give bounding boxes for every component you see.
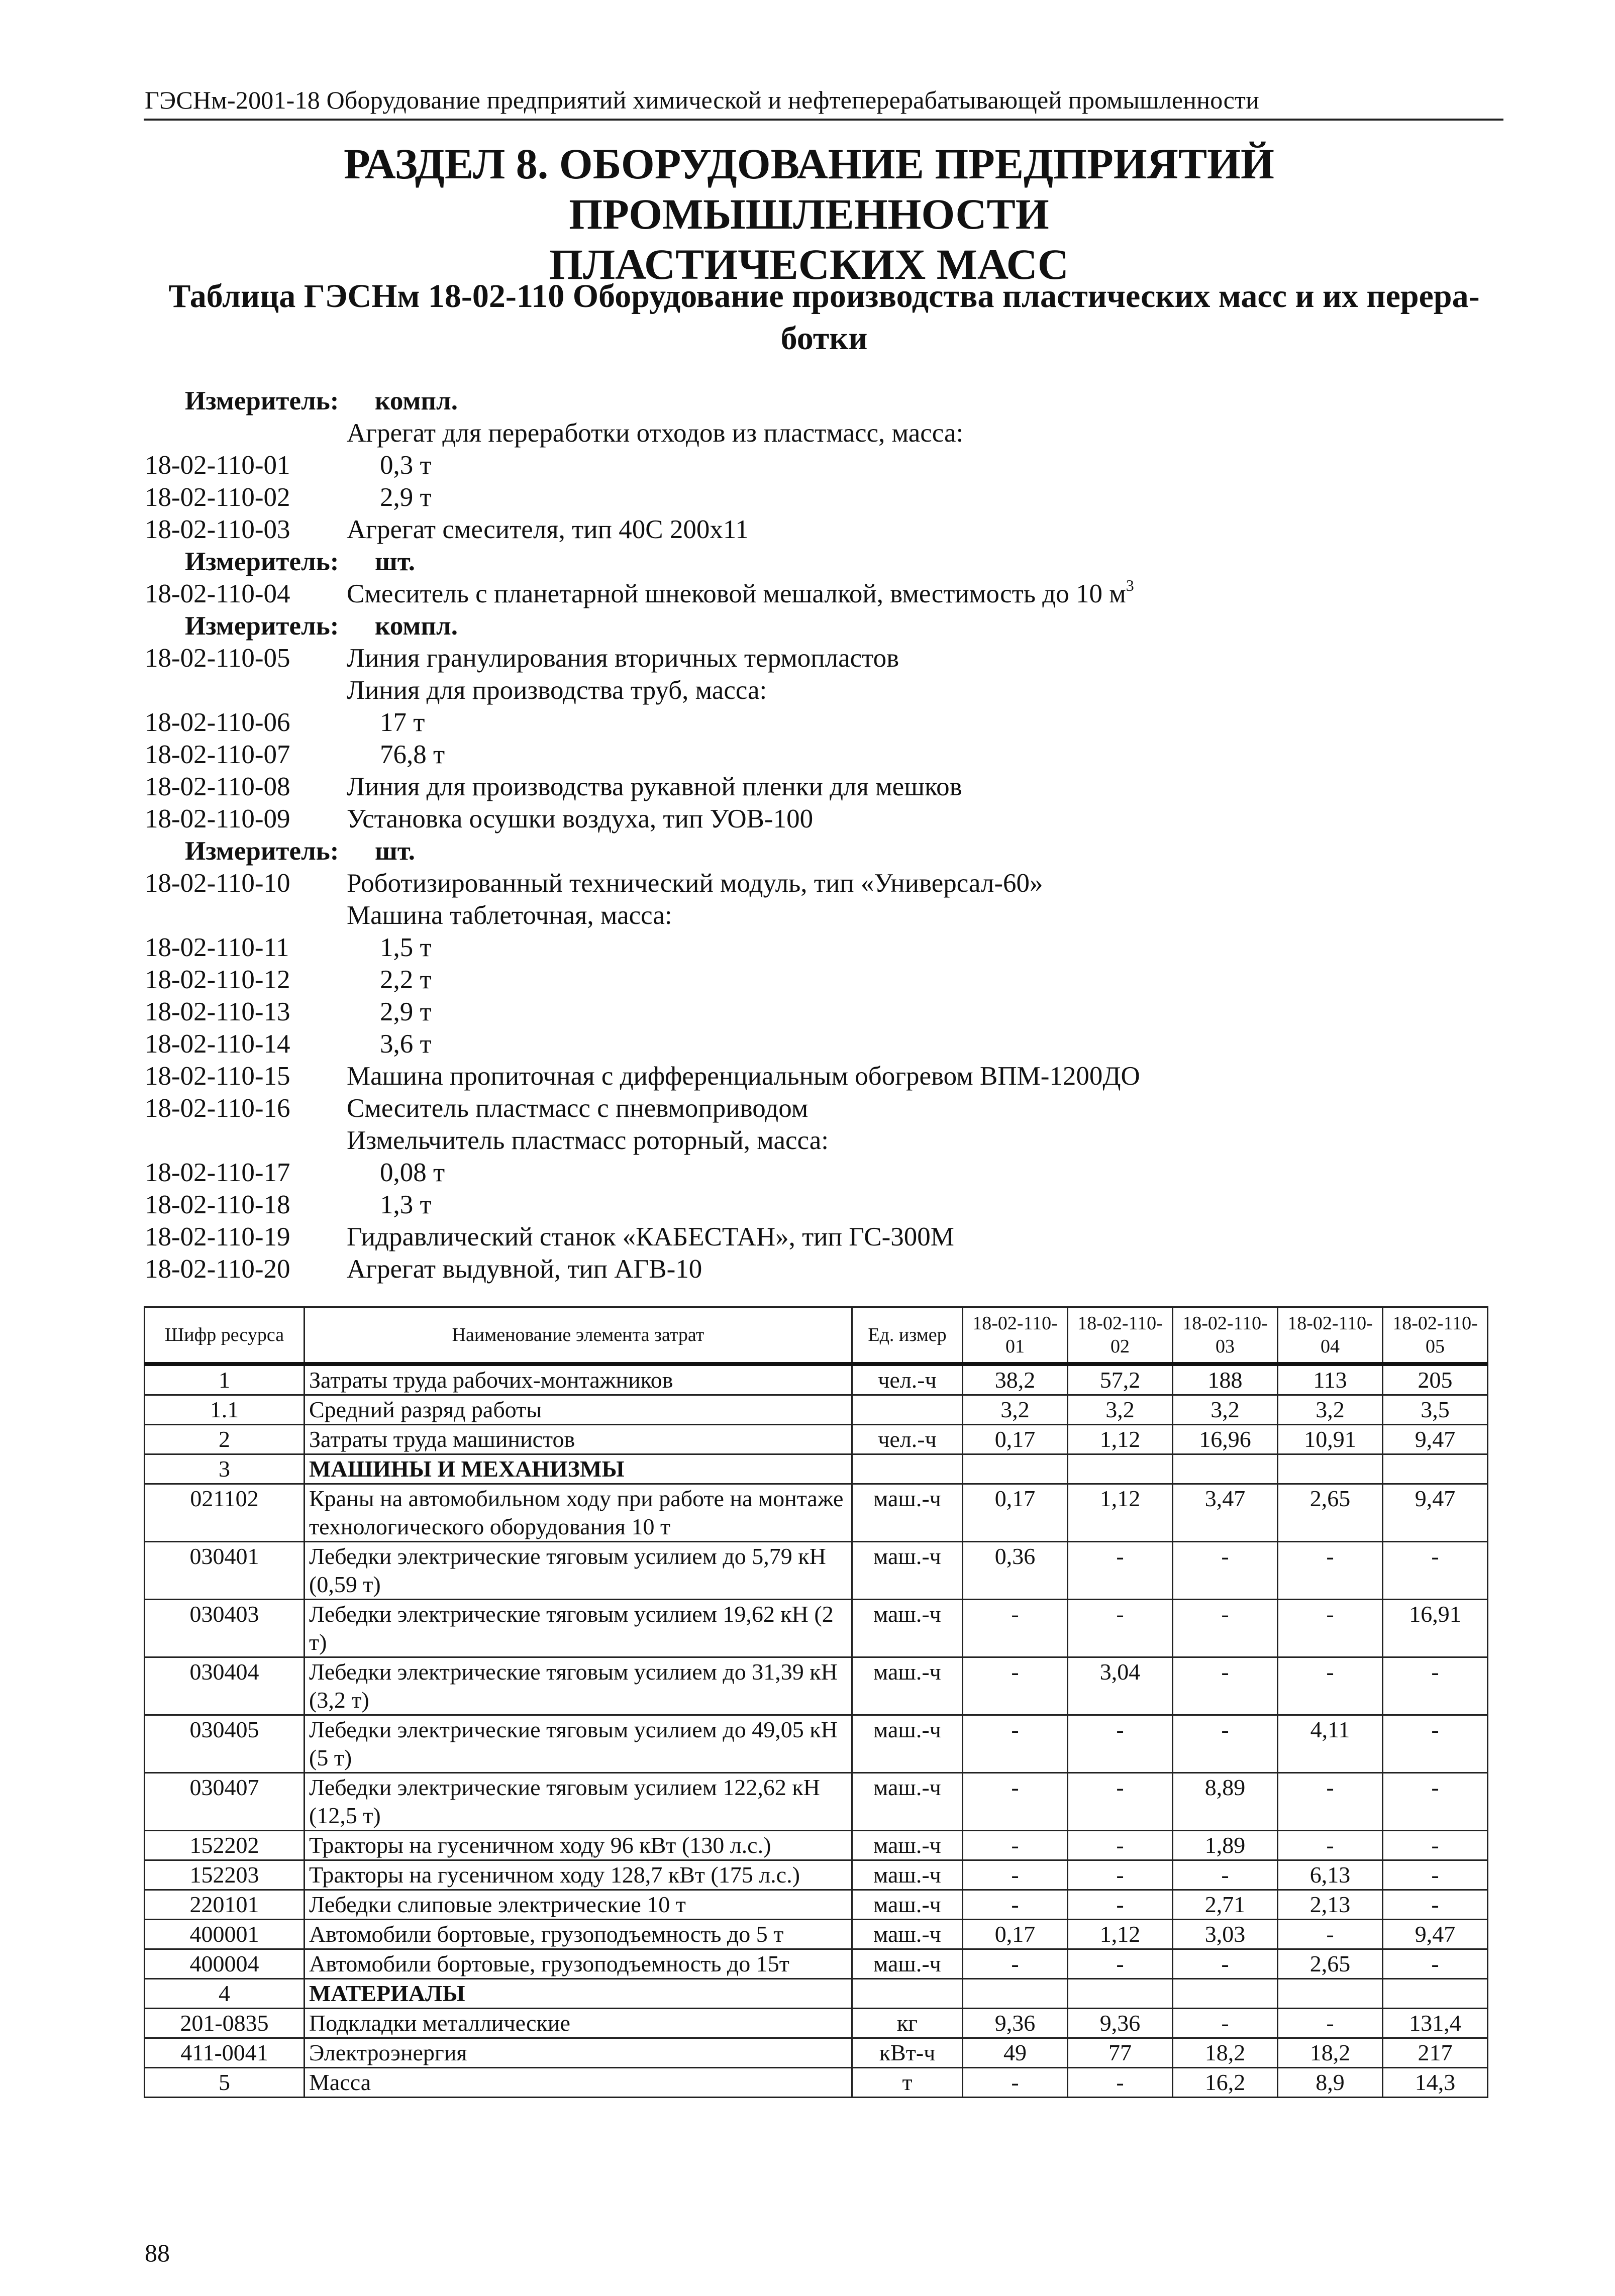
cell-value-04: - xyxy=(1278,1831,1383,1860)
cell-value-04: 18,2 xyxy=(1278,2038,1383,2068)
cell-unit: маш.-ч xyxy=(852,1715,963,1773)
cell-value-04: - xyxy=(1278,1773,1383,1831)
item-description xyxy=(380,996,432,1028)
cell-value-02: 1,12 xyxy=(1068,1484,1173,1542)
table-header-row xyxy=(145,1307,1488,1365)
table-row xyxy=(145,1773,1488,1831)
cell-unit: маш.-ч xyxy=(852,1890,963,1920)
cell-value-05: 217 xyxy=(1383,2038,1488,2068)
cell-value-02: - xyxy=(1068,1860,1173,1890)
cell-value-03: 16,2 xyxy=(1173,2068,1278,2098)
item-description-text: 0,08 т xyxy=(380,1158,445,1187)
item-description-text: 3,6 т xyxy=(380,1029,432,1059)
item-description-text: 2,9 т xyxy=(380,997,432,1026)
cell-value-01: 0,36 xyxy=(963,1542,1068,1600)
meter-label: Измеритель: xyxy=(185,547,339,576)
cell-resource-code: 5 xyxy=(145,2068,305,2098)
cell-unit: маш.-ч xyxy=(852,1773,963,1831)
table-row xyxy=(145,1657,1488,1715)
cell-value-02: - xyxy=(1068,1831,1173,1860)
cell-value-01 xyxy=(963,1979,1068,2009)
cell-value-02: 57,2 xyxy=(1068,1364,1173,1395)
item-code: 18-02-110-19 xyxy=(145,1222,290,1251)
item-list xyxy=(145,385,1501,1285)
item-description-text: Агрегат выдувной, тип АГВ-10 xyxy=(347,1255,702,1284)
table-row xyxy=(145,1395,1488,1425)
cell-unit: маш.-ч xyxy=(852,1484,963,1542)
page-number: 88 xyxy=(145,2239,170,2267)
cell-unit: маш.-ч xyxy=(852,1600,963,1657)
table-title-line-2: ботки xyxy=(780,320,868,357)
cell-value-04: - xyxy=(1278,1920,1383,1949)
item-description xyxy=(380,1028,432,1060)
item-code: 18-02-110-18 xyxy=(145,1190,290,1219)
item-description-text: Агрегат смесителя, тип 40С 200х11 xyxy=(347,515,749,544)
list-item xyxy=(145,1092,1501,1124)
cell-value-01: - xyxy=(963,1890,1068,1920)
cell-value-03 xyxy=(1173,1979,1278,2009)
cell-resource-code: 030407 xyxy=(145,1773,305,1831)
item-description-text: 2,9 т xyxy=(380,483,432,512)
item-code: 18-02-110-09 xyxy=(145,804,290,833)
cell-value-03: - xyxy=(1173,1715,1278,1773)
item-description xyxy=(380,1157,445,1189)
list-item xyxy=(145,1157,1501,1189)
cell-cost-element: Автомобили бортовые, грузоподъемность до 15т xyxy=(305,1949,852,1979)
item-description-text: Линия для производства рукавной пленки для мешков xyxy=(347,772,962,801)
cell-cost-element: Затраты труда рабочих-монтажников xyxy=(305,1364,852,1395)
cell-cost-element: Лебедки электрические тяговым усилием 19,62 кН (2 т) xyxy=(305,1600,852,1657)
cell-value-02: - xyxy=(1068,2068,1173,2098)
cell-value-05 xyxy=(1383,1979,1488,2009)
item-description-text: 1,3 т xyxy=(380,1190,432,1219)
section-title-line-1: РАЗДЕЛ 8. ОБОРУДОВАНИЕ ПРЕДПРИЯТИЙ ПРОМЫШЛЕННОСТИ xyxy=(344,140,1274,238)
list-item xyxy=(145,899,1501,931)
item-description-text: 1,5 т xyxy=(380,933,432,962)
cell-value-01: 3,2 xyxy=(963,1395,1068,1425)
header-rule xyxy=(144,119,1503,121)
cell-value-05: - xyxy=(1383,1860,1488,1890)
item-description-text: Роботизированный технический модуль, тип «Универсал-60» xyxy=(347,869,1043,898)
cell-value-03: - xyxy=(1173,1949,1278,1979)
list-item xyxy=(145,803,1501,835)
cell-cost-element: Автомобили бортовые, грузоподъемность до 5 т xyxy=(305,1920,852,1949)
cell-value-01: - xyxy=(963,1715,1068,1773)
list-item xyxy=(145,578,1501,610)
cell-value-05: - xyxy=(1383,1831,1488,1860)
cell-value-01: 38,2 xyxy=(963,1364,1068,1395)
cell-value-03: - xyxy=(1173,1600,1278,1657)
item-description xyxy=(347,899,672,931)
cell-unit xyxy=(852,1979,963,2009)
meter-row xyxy=(145,610,1501,642)
list-item xyxy=(145,1253,1501,1285)
item-description xyxy=(380,449,432,481)
item-code: 18-02-110-20 xyxy=(145,1255,290,1284)
cell-resource-code: 400004 xyxy=(145,1949,305,1979)
header-resource-code: Шифр ресурса xyxy=(145,1307,305,1365)
meter-unit: шт. xyxy=(375,837,416,866)
section-title-line-2: ПЛАСТИЧЕСКИХ МАСС xyxy=(549,240,1069,288)
cell-value-05: - xyxy=(1383,1542,1488,1600)
cell-value-03: 3,03 xyxy=(1173,1920,1278,1949)
cell-value-01: 0,17 xyxy=(963,1425,1068,1454)
cell-value-01: - xyxy=(963,1831,1068,1860)
list-item xyxy=(145,1028,1501,1060)
item-code: 18-02-110-11 xyxy=(145,933,289,962)
cell-cost-element: Тракторы на гусеничном ходу 96 кВт (130 л.с.) xyxy=(305,1831,852,1860)
cell-cost-element: МАТЕРИАЛЫ xyxy=(305,1979,852,2009)
cell-value-01 xyxy=(963,1454,1068,1484)
meter-row xyxy=(145,835,1501,867)
running-header: ГЭСНм-2001-18 Оборудование предприятий химической и нефтеперерабатывающей промышленности xyxy=(145,86,1260,114)
item-description xyxy=(347,417,963,449)
list-item xyxy=(145,931,1501,964)
table-title xyxy=(141,275,1507,360)
cell-unit xyxy=(852,1395,963,1425)
item-description-text: Гидравлический станок «КАБЕСТАН», тип ГС-300М xyxy=(347,1222,954,1251)
cell-value-01: - xyxy=(963,1860,1068,1890)
item-description xyxy=(347,1253,702,1285)
item-description-text: Машина таблеточная, масса: xyxy=(347,901,672,930)
item-description-text: Измельчитель пластмасс роторный, масса: xyxy=(347,1126,829,1155)
item-description-text: 0,3 т xyxy=(380,451,432,480)
cell-unit: чел.-ч xyxy=(852,1364,963,1395)
table-row xyxy=(145,1715,1488,1773)
cell-value-03: - xyxy=(1173,2009,1278,2038)
list-item xyxy=(145,771,1501,803)
cell-cost-element: Средний разряд работы xyxy=(305,1395,852,1425)
cell-value-02: 9,36 xyxy=(1068,2009,1173,2038)
cell-resource-code: 4 xyxy=(145,1979,305,2009)
list-item xyxy=(145,1189,1501,1221)
cell-value-05: 9,47 xyxy=(1383,1920,1488,1949)
cell-cost-element: Лебедки слиповые электрические 10 т xyxy=(305,1890,852,1920)
header-norm-03: 18-02-110-03 xyxy=(1173,1307,1278,1365)
cell-value-03: 188 xyxy=(1173,1364,1278,1395)
table-row xyxy=(145,1979,1488,2009)
item-description xyxy=(380,706,425,739)
cell-value-05: - xyxy=(1383,1715,1488,1773)
table-row xyxy=(145,1860,1488,1890)
item-code: 18-02-110-15 xyxy=(145,1062,290,1091)
cell-cost-element: Затраты труда машинистов xyxy=(305,1425,852,1454)
item-description xyxy=(380,1189,432,1221)
table-row xyxy=(145,1600,1488,1657)
meter-label: Измеритель: xyxy=(185,386,339,415)
item-description xyxy=(347,642,899,674)
list-item xyxy=(145,417,1501,449)
cell-value-02: 77 xyxy=(1068,2038,1173,2068)
item-description xyxy=(380,739,445,771)
cell-resource-code: 030405 xyxy=(145,1715,305,1773)
table-row xyxy=(145,1484,1488,1542)
cell-cost-element: Краны на автомобильном ходу при работе на монтаже технологического оборудования 10 т xyxy=(305,1484,852,1542)
cell-value-01: 49 xyxy=(963,2038,1068,2068)
cell-value-02: - xyxy=(1068,1773,1173,1831)
cell-value-05 xyxy=(1383,1454,1488,1484)
meter-unit: компл. xyxy=(375,611,458,641)
cell-cost-element: Лебедки электрические тяговым усилием до 49,05 кН (5 т) xyxy=(305,1715,852,1773)
cell-cost-element: Лебедки электрические тяговым усилием до 31,39 кН (3,2 т) xyxy=(305,1657,852,1715)
cell-cost-element: Тракторы на гусеничном ходу 128,7 кВт (175 л.с.) xyxy=(305,1860,852,1890)
cell-value-05: - xyxy=(1383,1657,1488,1715)
item-code: 18-02-110-01 xyxy=(145,451,290,480)
item-description xyxy=(380,964,432,996)
cell-value-04: 2,13 xyxy=(1278,1890,1383,1920)
cell-cost-element: Масса xyxy=(305,2068,852,2098)
item-superscript: 3 xyxy=(1126,576,1134,595)
cell-resource-code: 021102 xyxy=(145,1484,305,1542)
cell-resource-code: 1 xyxy=(145,1364,305,1395)
cell-value-04: - xyxy=(1278,2009,1383,2038)
list-item xyxy=(145,481,1501,513)
cell-value-05: 9,47 xyxy=(1383,1425,1488,1454)
cell-value-05: - xyxy=(1383,1773,1488,1831)
cell-value-02: - xyxy=(1068,1715,1173,1773)
item-description-text: Машина пропиточная с дифференциальным обогревом ВПМ-1200ДО xyxy=(347,1062,1140,1091)
cell-resource-code: 220101 xyxy=(145,1890,305,1920)
item-code: 18-02-110-04 xyxy=(145,579,290,608)
header-norm-02: 18-02-110-02 xyxy=(1068,1307,1173,1365)
cell-value-03: 16,96 xyxy=(1173,1425,1278,1454)
cell-value-03: - xyxy=(1173,1860,1278,1890)
cell-cost-element: Подкладки металлические xyxy=(305,2009,852,2038)
cell-resource-code: 3 xyxy=(145,1454,305,1484)
cell-unit: маш.-ч xyxy=(852,1657,963,1715)
table-row xyxy=(145,1364,1488,1395)
cell-value-03: - xyxy=(1173,1657,1278,1715)
list-item xyxy=(145,739,1501,771)
cell-unit: маш.-ч xyxy=(852,1542,963,1600)
cell-value-04: 10,91 xyxy=(1278,1425,1383,1454)
table-body xyxy=(145,1364,1488,2098)
list-item xyxy=(145,674,1501,706)
meter-row xyxy=(145,546,1501,578)
item-code: 18-02-110-08 xyxy=(145,772,290,801)
item-description xyxy=(347,1092,808,1124)
cell-value-05: 16,91 xyxy=(1383,1600,1488,1657)
list-item xyxy=(145,867,1501,899)
cell-value-04 xyxy=(1278,1979,1383,2009)
item-description xyxy=(347,803,813,835)
meter-label: Измеритель: xyxy=(185,837,339,866)
cell-unit: кг xyxy=(852,2009,963,2038)
item-code: 18-02-110-16 xyxy=(145,1094,290,1123)
item-code: 18-02-110-02 xyxy=(145,483,290,512)
cell-cost-element: Лебедки электрические тяговым усилием до 5,79 кН (0,59 т) xyxy=(305,1542,852,1600)
cell-value-05: 14,3 xyxy=(1383,2068,1488,2098)
cell-value-03: 1,89 xyxy=(1173,1831,1278,1860)
table-row xyxy=(145,1454,1488,1484)
meter-label: Измеритель: xyxy=(185,611,339,641)
list-item xyxy=(145,513,1501,546)
cell-unit: маш.-ч xyxy=(852,1920,963,1949)
cell-value-02: - xyxy=(1068,1542,1173,1600)
item-description xyxy=(347,578,1134,610)
item-description xyxy=(347,1124,829,1157)
cell-value-03: 2,71 xyxy=(1173,1890,1278,1920)
cell-value-02 xyxy=(1068,1454,1173,1484)
cell-value-01: 9,36 xyxy=(963,2009,1068,2038)
table-row xyxy=(145,2009,1488,2038)
cell-resource-code: 030401 xyxy=(145,1542,305,1600)
item-description-text: 17 т xyxy=(380,708,425,737)
cell-value-05: - xyxy=(1383,1890,1488,1920)
cell-value-01: 0,17 xyxy=(963,1484,1068,1542)
cell-value-04: 2,65 xyxy=(1278,1484,1383,1542)
cell-value-01: - xyxy=(963,1657,1068,1715)
cell-value-04: 4,11 xyxy=(1278,1715,1383,1773)
cell-value-03: 18,2 xyxy=(1173,2038,1278,2068)
item-description-text: Смеситель пластмасс с пневмоприводом xyxy=(347,1094,809,1123)
item-description-text: Смеситель с планетарной шнековой мешалкой, вместимость до 10 м xyxy=(347,579,1126,608)
list-item xyxy=(145,1124,1501,1157)
table-row xyxy=(145,2038,1488,2068)
header-norm-01: 18-02-110-01 xyxy=(963,1307,1068,1365)
cell-value-03: 3,47 xyxy=(1173,1484,1278,1542)
table-row xyxy=(145,2068,1488,2098)
table-row xyxy=(145,1890,1488,1920)
item-description-text: Агрегат для переработки отходов из пластмасс, масса: xyxy=(347,419,964,448)
meter-unit: компл. xyxy=(375,386,458,415)
cell-value-04 xyxy=(1278,1454,1383,1484)
item-description xyxy=(380,481,432,513)
cell-resource-code: 400001 xyxy=(145,1920,305,1949)
cell-value-03: 3,2 xyxy=(1173,1395,1278,1425)
list-item xyxy=(145,964,1501,996)
cell-value-01: 0,17 xyxy=(963,1920,1068,1949)
item-code: 18-02-110-05 xyxy=(145,644,290,673)
table-row xyxy=(145,1949,1488,1979)
cell-resource-code: 030404 xyxy=(145,1657,305,1715)
table-row xyxy=(145,1542,1488,1600)
cell-cost-element: МАШИНЫ И МЕХАНИЗМЫ xyxy=(305,1454,852,1484)
table-row xyxy=(145,1425,1488,1454)
cell-unit xyxy=(852,1454,963,1484)
cell-value-04: - xyxy=(1278,1600,1383,1657)
cell-resource-code: 2 xyxy=(145,1425,305,1454)
item-description xyxy=(347,674,767,706)
item-code: 18-02-110-03 xyxy=(145,515,290,544)
table-row xyxy=(145,1920,1488,1949)
cell-resource-code: 411-0041 xyxy=(145,2038,305,2068)
cell-value-04: - xyxy=(1278,1542,1383,1600)
cell-value-05: 9,47 xyxy=(1383,1484,1488,1542)
cell-resource-code: 1.1 xyxy=(145,1395,305,1425)
cell-value-01: - xyxy=(963,1600,1068,1657)
list-item xyxy=(145,449,1501,481)
cell-cost-element: Электроэнергия xyxy=(305,2038,852,2068)
cell-value-02: 1,12 xyxy=(1068,1425,1173,1454)
cell-value-03 xyxy=(1173,1454,1278,1484)
table-title-line-1: Таблица ГЭСНм 18-02-110 Оборудование производства пластических масс и их перера- xyxy=(168,278,1480,315)
cell-unit: т xyxy=(852,2068,963,2098)
cell-value-02: 3,04 xyxy=(1068,1657,1173,1715)
cell-value-05: 3,5 xyxy=(1383,1395,1488,1425)
item-code: 18-02-110-14 xyxy=(145,1029,290,1059)
cell-value-02 xyxy=(1068,1979,1173,2009)
item-description xyxy=(347,513,749,546)
item-code: 18-02-110-13 xyxy=(145,997,290,1026)
cell-value-02: 1,12 xyxy=(1068,1920,1173,1949)
cell-value-02: 3,2 xyxy=(1068,1395,1173,1425)
section-title xyxy=(111,139,1507,289)
item-description-text: 76,8 т xyxy=(380,740,445,769)
cell-value-04: - xyxy=(1278,1657,1383,1715)
item-description xyxy=(347,1221,954,1253)
cell-resource-code: 152203 xyxy=(145,1860,305,1890)
item-description-text: Линия для производства труб, масса: xyxy=(347,676,767,705)
meter-row xyxy=(145,385,1501,417)
header-norm-05: 18-02-110-05 xyxy=(1383,1307,1488,1365)
resource-table xyxy=(144,1306,1488,2098)
header-cost-element: Наименование элемента затрат xyxy=(305,1307,852,1365)
item-description xyxy=(347,771,962,803)
item-description xyxy=(347,1060,1140,1092)
meter-unit: шт. xyxy=(375,547,416,576)
item-description xyxy=(347,867,1043,899)
list-item xyxy=(145,1060,1501,1092)
list-item xyxy=(145,1221,1501,1253)
cell-value-04: 2,65 xyxy=(1278,1949,1383,1979)
cell-value-05: - xyxy=(1383,1949,1488,1979)
cell-value-03: - xyxy=(1173,1542,1278,1600)
table-row xyxy=(145,1831,1488,1860)
cell-value-01: - xyxy=(963,1773,1068,1831)
cell-value-02: - xyxy=(1068,1890,1173,1920)
item-code: 18-02-110-12 xyxy=(145,965,290,994)
item-code: 18-02-110-07 xyxy=(145,740,290,769)
cell-value-03: 8,89 xyxy=(1173,1773,1278,1831)
cell-unit: маш.-ч xyxy=(852,1949,963,1979)
cell-unit: чел.-ч xyxy=(852,1425,963,1454)
cell-value-05: 131,4 xyxy=(1383,2009,1488,2038)
cell-value-01: - xyxy=(963,2068,1068,2098)
item-description-text: Установка осушки воздуха, тип УОВ-100 xyxy=(347,804,814,833)
cell-resource-code: 201-0835 xyxy=(145,2009,305,2038)
cell-unit: кВт-ч xyxy=(852,2038,963,2068)
header-unit: Ед. измер xyxy=(852,1307,963,1365)
cell-value-04: 113 xyxy=(1278,1364,1383,1395)
cell-unit: маш.-ч xyxy=(852,1831,963,1860)
cell-value-05: 205 xyxy=(1383,1364,1488,1395)
header-norm-04: 18-02-110-04 xyxy=(1278,1307,1383,1365)
cell-resource-code: 152202 xyxy=(145,1831,305,1860)
item-description-text: 2,2 т xyxy=(380,965,432,994)
cell-value-04: 3,2 xyxy=(1278,1395,1383,1425)
cell-value-02: - xyxy=(1068,1600,1173,1657)
item-code: 18-02-110-17 xyxy=(145,1158,290,1187)
cell-resource-code: 030403 xyxy=(145,1600,305,1657)
cell-unit: маш.-ч xyxy=(852,1860,963,1890)
cell-value-01: - xyxy=(963,1949,1068,1979)
item-description xyxy=(380,931,432,964)
cell-value-04: 6,13 xyxy=(1278,1860,1383,1890)
item-code: 18-02-110-10 xyxy=(145,869,290,898)
cell-value-04: 8,9 xyxy=(1278,2068,1383,2098)
list-item xyxy=(145,642,1501,674)
list-item xyxy=(145,996,1501,1028)
item-code: 18-02-110-06 xyxy=(145,708,290,737)
list-item xyxy=(145,706,1501,739)
item-description-text: Линия гранулирования вторичных термопластов xyxy=(347,644,899,673)
cell-value-02: - xyxy=(1068,1949,1173,1979)
cell-cost-element: Лебедки электрические тяговым усилием 122,62 кН (12,5 т) xyxy=(305,1773,852,1831)
